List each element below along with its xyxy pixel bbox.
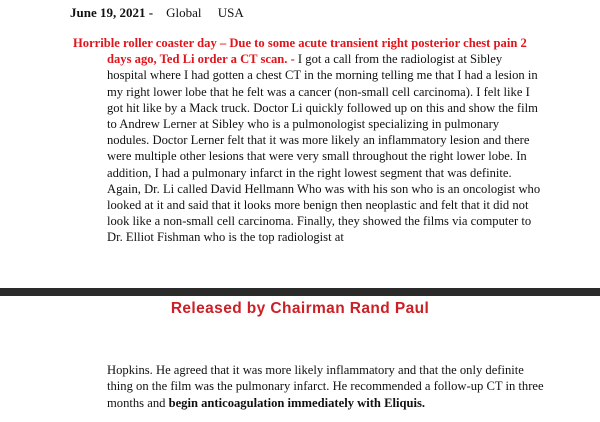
entry-body: I got a call from the radiologist at Sibley hospital where I had gotten a chest CT in the morning telling me that I had a lesion in my right lower lobe that he felt was a cancer (non-small cell carcinoma). I felt like I got hit like by a Mack truck. Doctor Li quickly followed up on this and show the film to Andrew Lerner at Sibley who is a pulmonologist specializing in pulmonary nodules. Doctor Lerner felt that it was more likely an inflammatory lesion and there were multiple other lesions that were very small throughout the right lower lobe. In addition, I had a pulmonary infarct in the right lowest segment that was definite. Again, Dr. Li called David Hellmann Who was with his son who is an oncologist who looked at it and said that it looks more benign then neoplastic and felt that it did not look like a non-small cell carcinoma. Finally, they showed the films via computer to Dr. Elliot Fishman who is the top radiologist at: [107, 52, 541, 245]
entry-date-line: [70, 5, 244, 21]
entry-date: June 19, 2021 -: [70, 5, 154, 20]
entry-continuation: [107, 362, 547, 411]
journal-entry: [73, 35, 543, 246]
page-divider: [0, 288, 600, 296]
continuation-bold-text: begin anticoagulation immediately with Eliquis.: [168, 395, 426, 410]
entry-country: USA: [217, 5, 244, 20]
release-banner: Released by Chairman Rand Paul: [170, 300, 430, 317]
entry-region: Global: [166, 5, 202, 20]
continuation-text: Hopkins. He agreed that it was more likely inflammatory and that the only definite thing on the film was the pulmonary infarct. He recommended a follow-up CT in three months and: [107, 363, 544, 410]
entry-headline: Horrible roller coaster day – Due to some acute transient right posterior chest pain 2 days ago, Ted Li order a CT scan. -: [73, 36, 527, 67]
